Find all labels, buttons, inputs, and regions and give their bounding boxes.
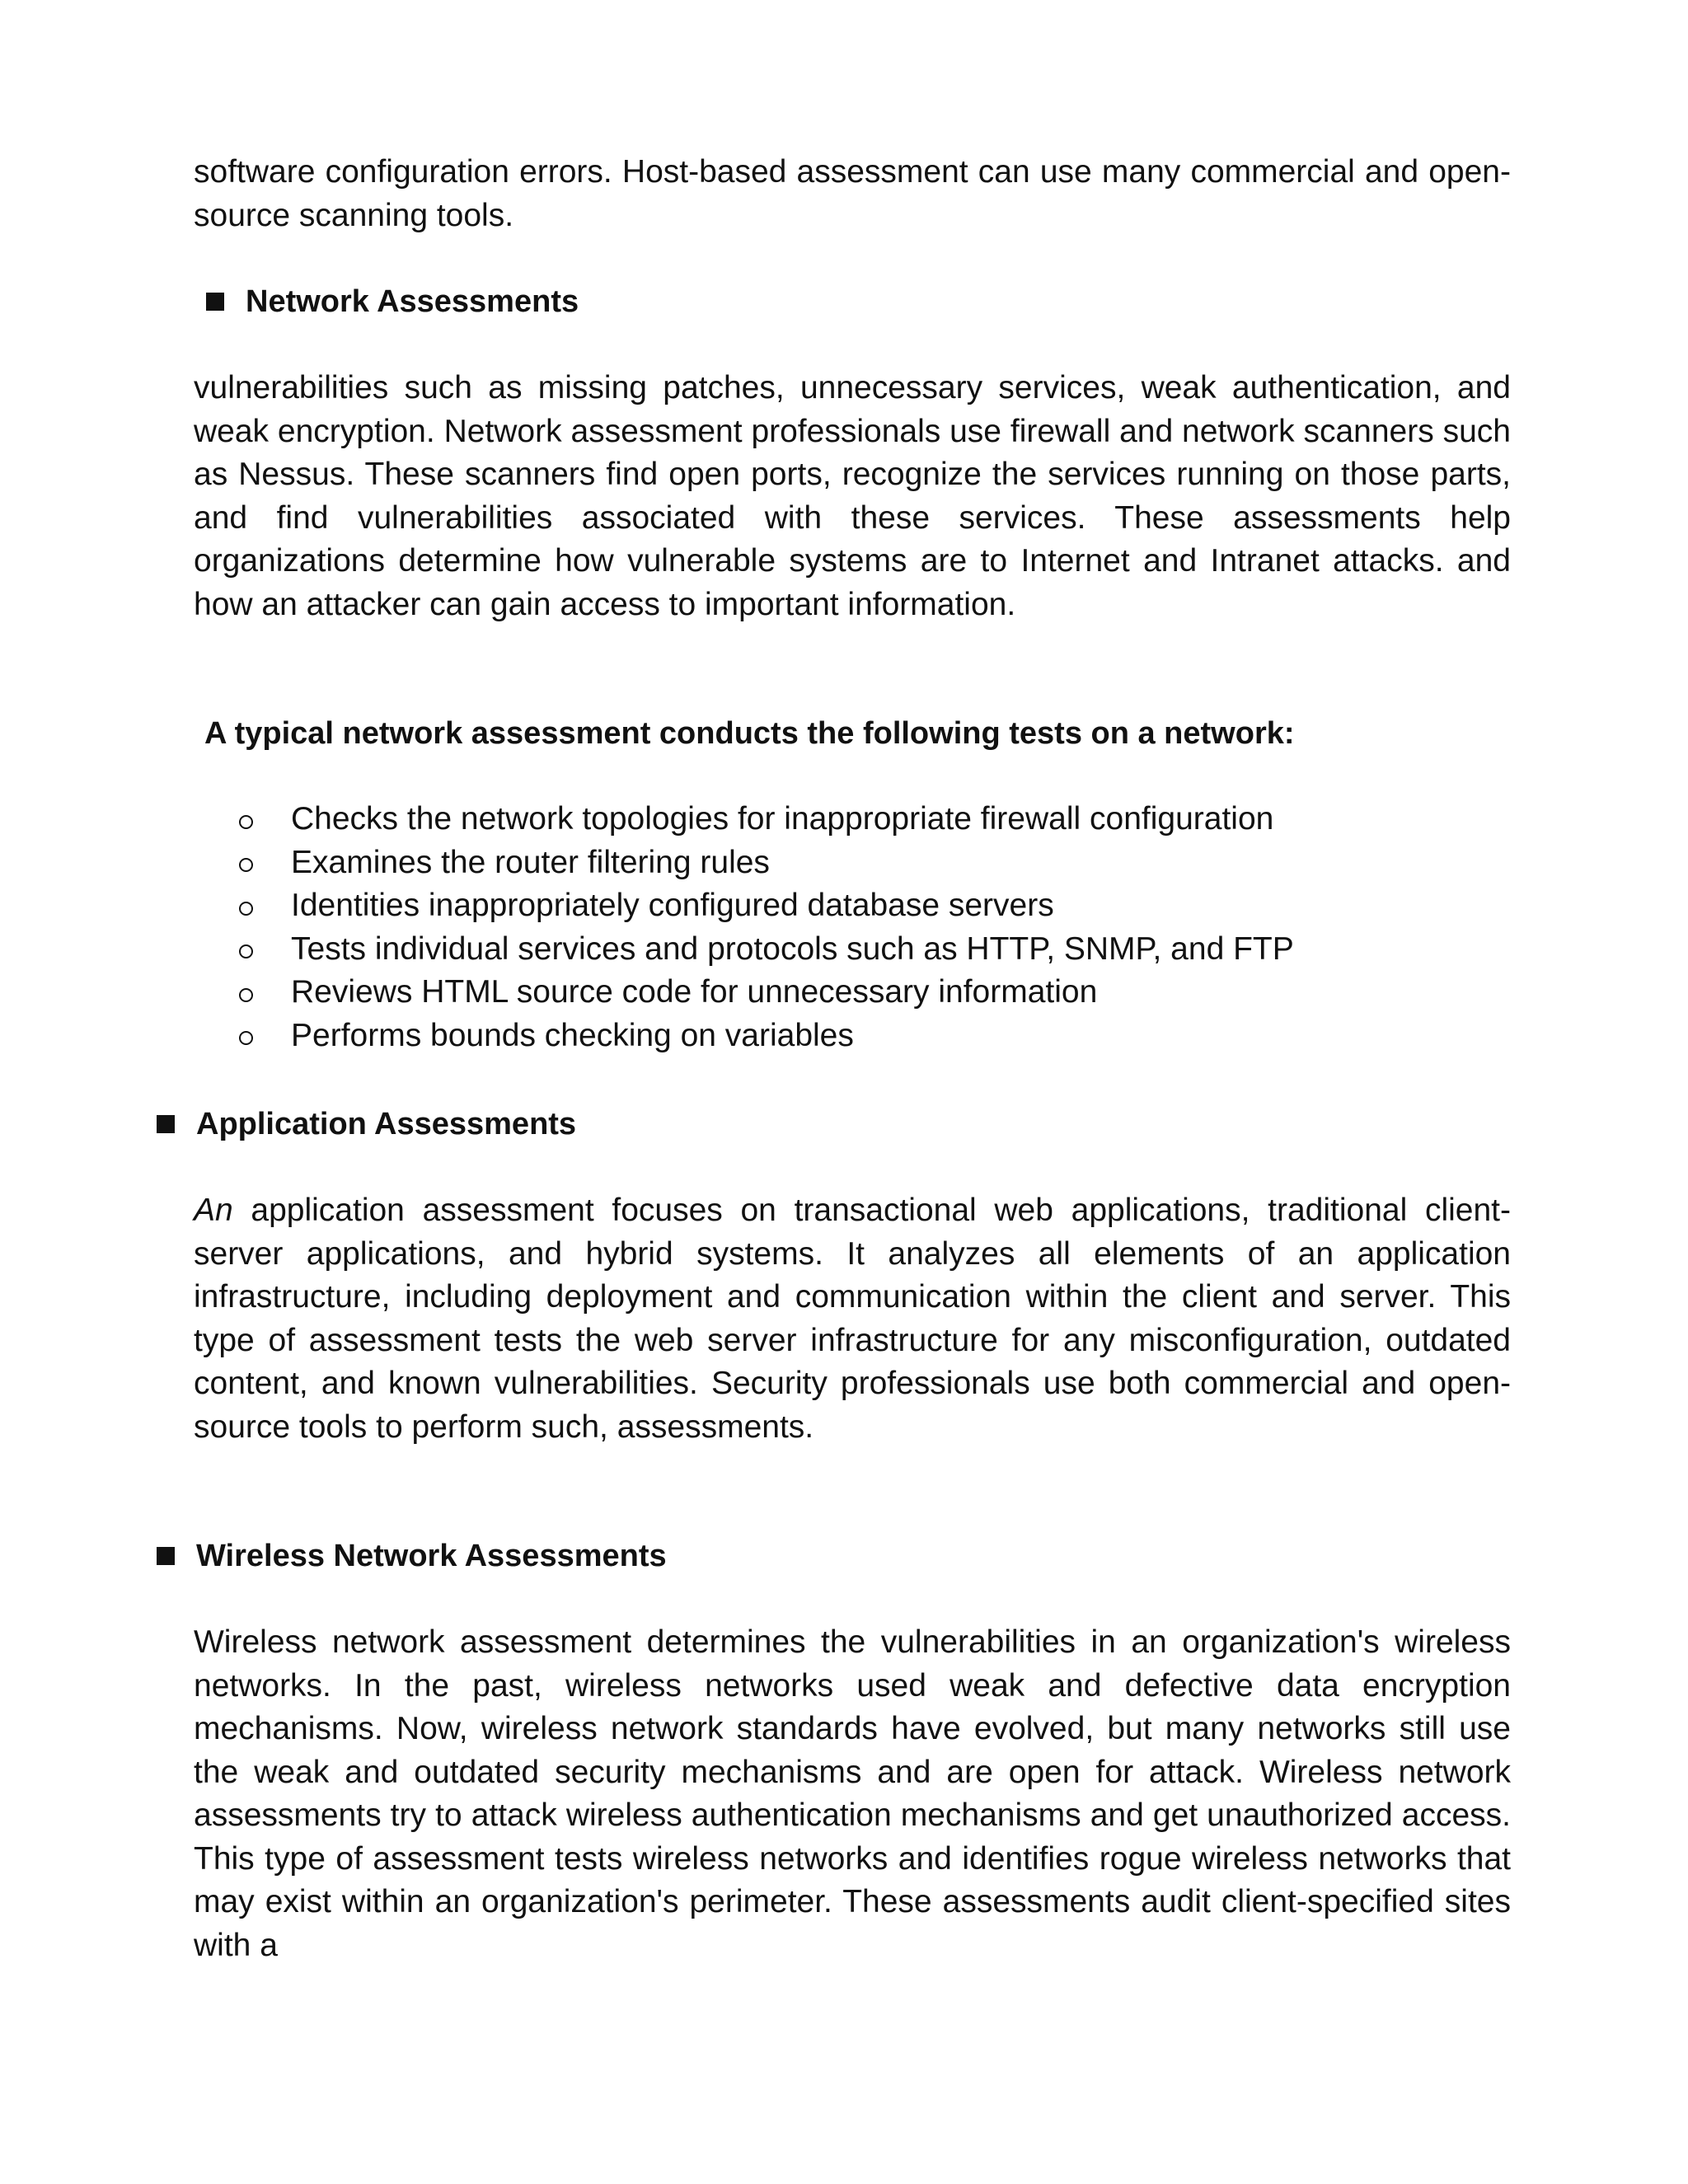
square-bullet-icon xyxy=(157,1547,175,1565)
application-lead-word: An xyxy=(194,1193,233,1228)
list-item: Tests individual services and protocols such as HTTP, SNMP, and FTP xyxy=(239,928,1294,972)
circle-bullet-icon xyxy=(239,944,253,958)
square-bullet-icon xyxy=(157,1115,175,1133)
circle-bullet-icon xyxy=(239,815,253,829)
list-item: Examines the router filtering rules xyxy=(239,841,1294,885)
application-assessments-paragraph xyxy=(194,1189,1511,1449)
application-assessments-heading-text: Application Assessments xyxy=(196,1107,577,1141)
application-body-text: application assessment focuses on transactional web applications, traditional client-server applications, and hybrid systems. It analyzes all elements of an application infrastructure, including deployment and communication within the client and server. This type of assessment tests the web server infrastructure for any misconfiguration, outdated content, and known vulnerabilities. Security professionals use both commercial and open-source tools to perform such, assessments. xyxy=(194,1193,1511,1445)
wireless-assessments-paragraph: Wireless network assessment determines the vulnerabilities in an organization's wireless networks. In the past, wireless networks used weak and defective data encryption mechanisms. Now, wireless network standards have evolved, but many networks still use the weak and outdated security mechanisms and are open for attack. Wireless network assessments try to attack wireless authentication mechanisms and get unauthorized access. This type of assessment tests wireless networks and identifies rogue wireless networks that may exist within an organization's perimeter. These assessments audit client-specified sites with a xyxy=(194,1624,1511,1963)
network-tests-heading: A typical network assessment conducts the following tests on a network: xyxy=(204,716,1295,751)
list-item: Identities inappropriately configured database servers xyxy=(239,884,1294,928)
square-bullet-icon xyxy=(206,293,224,311)
circle-bullet-icon xyxy=(239,1031,253,1045)
circle-bullet-icon xyxy=(239,858,253,872)
circle-bullet-icon xyxy=(239,988,253,1002)
network-assessments-paragraph: vulnerabilities such as missing patches, unnecessary services, weak authentication, and weak encryption. Network assessment professionals use firewall and network scanners such as Nessus. These scanners find open ports, recognize the services running on those parts, and find vulnerabilities associated with these services. These assessments help organizations determine how vulnerable systems are to Internet and Intranet attacks. and how an attacker can gain access to important information. xyxy=(194,370,1511,622)
network-tests-list xyxy=(239,798,1294,1057)
intro-paragraph: software configuration errors. Host-based assessment can use many commercial and open-source scanning tools. xyxy=(194,154,1511,233)
circle-bullet-icon xyxy=(239,902,253,916)
application-assessments-heading xyxy=(157,1103,576,1146)
network-assessments-heading xyxy=(206,280,579,324)
network-assessments-heading-text: Network Assessments xyxy=(246,284,579,319)
list-item: Checks the network topologies for inappropriate firewall configuration xyxy=(239,798,1294,841)
wireless-assessments-heading xyxy=(157,1535,667,1578)
list-item: Reviews HTML source code for unnecessary information xyxy=(239,971,1294,1015)
wireless-assessments-heading-text: Wireless Network Assessments xyxy=(196,1539,667,1573)
list-item: Performs bounds checking on variables xyxy=(239,1015,1294,1058)
